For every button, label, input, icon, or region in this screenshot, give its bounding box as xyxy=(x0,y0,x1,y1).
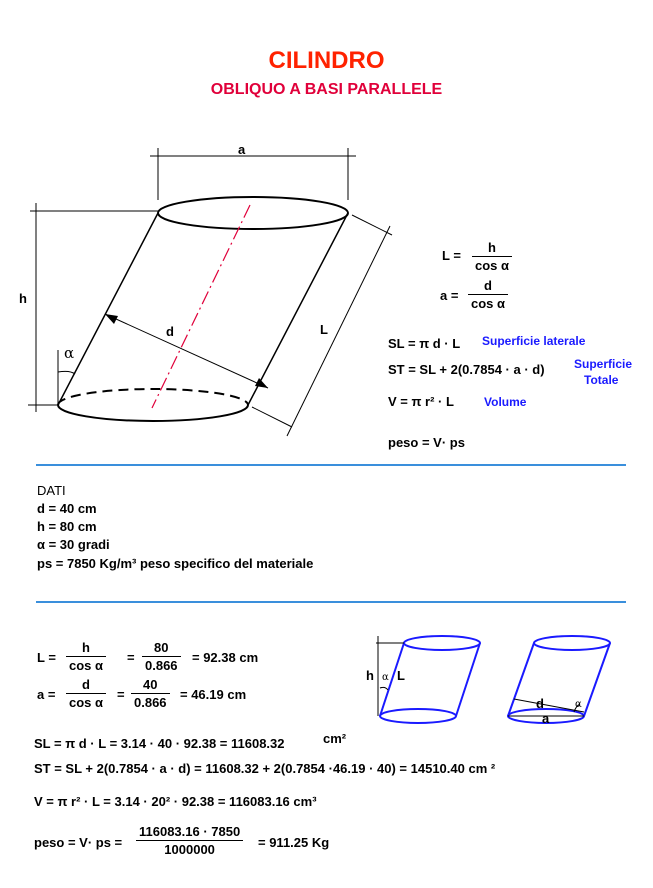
calc-a-fraction-1 xyxy=(66,677,106,710)
calc-a-result: = 46.19 cm xyxy=(180,687,247,702)
formula-L-lhs: L = xyxy=(442,248,461,263)
calc-L-fraction-2 xyxy=(142,640,181,673)
calc-a-fraction-2 xyxy=(131,677,170,710)
calc-a-lhs: a = xyxy=(37,687,56,702)
calc-ST: ST = SL + 2(0.7854 · a · d) = 11608.32 + 2(0.7854 ·46.19 · 40) = 14510.40 cm ² xyxy=(34,761,496,776)
calc-V: V = π r² · L = 3.14 · 20² · 92.38 = 116083.16 cm³ xyxy=(34,794,317,809)
dim-L-label: L xyxy=(320,322,328,337)
calc-L-num1: h xyxy=(66,640,106,657)
calc-L-den2: 0.866 xyxy=(145,658,178,673)
formula-a-fraction xyxy=(468,278,508,311)
calc-a-den2: 0.866 xyxy=(134,695,167,710)
dim-a-label: a xyxy=(238,142,246,157)
dim-h-label: h xyxy=(19,291,27,306)
small-right-d-label: d xyxy=(536,696,544,711)
alpha-label: α xyxy=(64,344,75,362)
small-right-alpha-label: α xyxy=(575,699,582,710)
small-left-bottom-ellipse xyxy=(380,709,456,723)
calc-L-num2: 80 xyxy=(142,640,181,657)
page-subtitle: OBLIQUO A BASI PARALLELE xyxy=(210,81,443,98)
dati-alpha: α = 30 gradi xyxy=(37,537,110,552)
small-left-right-side xyxy=(456,643,480,716)
formula-ST: ST = SL + 2(0.7854 · a · d) xyxy=(388,362,545,377)
left-generatrix xyxy=(58,213,158,405)
small-left-alpha-label: α xyxy=(382,672,389,683)
dim-d-arrow-start xyxy=(105,314,118,324)
dati-ps: ps = 7850 Kg/m³ peso specifico del materiale xyxy=(37,556,314,571)
calc-SL-unit: cm² xyxy=(323,731,347,746)
formula-a-lhs: a = xyxy=(440,288,459,303)
dati-h: h = 80 cm xyxy=(37,519,97,534)
formula-peso: peso = V· ps xyxy=(388,435,465,450)
calc-L-result: = 92.38 cm xyxy=(192,650,259,665)
small-left-top-ellipse xyxy=(404,636,480,650)
small-right-a-label: a xyxy=(542,711,550,726)
calc-peso-lhs: peso = V· ps = xyxy=(34,835,123,850)
calc-peso-den: 1000000 xyxy=(164,842,215,857)
formula-V-desc: Volume xyxy=(484,395,527,409)
calc-a-num2: 40 xyxy=(131,677,170,694)
calc-L-fraction-1 xyxy=(66,640,106,673)
dati-heading: DATI xyxy=(37,483,66,498)
calc-SL: SL = π d · L = 3.14 · 40 · 92.38 = 11608.32 xyxy=(34,736,285,751)
dim-d-label: d xyxy=(166,324,174,339)
calc-a-num1: d xyxy=(66,677,106,694)
formula-SL-desc: Superficie laterale xyxy=(482,334,586,348)
separator-bottom xyxy=(36,601,626,603)
alpha-arc xyxy=(58,371,75,374)
small-left-alpha-arc xyxy=(380,687,388,690)
small-left-h-label: h xyxy=(366,668,374,683)
formula-ST-desc-1: Superficie xyxy=(574,357,633,371)
cylinder-axis xyxy=(152,205,250,408)
small-left-L-label: L xyxy=(397,668,405,683)
formula-a-num: d xyxy=(468,278,508,295)
formula-ST-desc-2: Totale xyxy=(584,373,619,387)
calc-L-eq: = xyxy=(127,650,135,665)
calc-a-den1: cos α xyxy=(69,695,104,710)
bottom-base-back xyxy=(58,389,248,405)
dati-d: d = 40 cm xyxy=(37,501,97,516)
calc-peso-result: = 911.25 Kg xyxy=(258,835,330,850)
dim-L-bottom-ext xyxy=(252,407,292,427)
dim-d-line xyxy=(105,314,268,388)
formula-a-den: cos α xyxy=(471,296,506,311)
formula-L-num: h xyxy=(472,240,512,257)
small-right-top-ellipse xyxy=(534,636,610,650)
small-right-left-side xyxy=(508,643,534,716)
calc-peso-num: 116083.16 · 7850 xyxy=(136,824,243,841)
formula-V: V = π r² · L xyxy=(388,394,454,409)
separator-top xyxy=(36,464,626,466)
page-title: CILINDRO xyxy=(268,47,385,74)
calc-L-den1: cos α xyxy=(69,658,104,673)
small-right-right-side xyxy=(584,643,610,716)
dim-L-line xyxy=(287,226,390,436)
calc-peso-fraction xyxy=(136,824,243,857)
formula-SL: SL = π d · L xyxy=(388,336,461,351)
calc-L-lhs: L = xyxy=(37,650,56,665)
formula-L-den: cos α xyxy=(475,258,510,273)
bottom-base-front xyxy=(58,405,248,421)
calc-a-eq: = xyxy=(117,687,125,702)
right-generatrix xyxy=(248,213,348,405)
dim-L-top-ext xyxy=(352,215,392,235)
formula-L-fraction xyxy=(472,240,512,273)
top-base-ellipse xyxy=(158,197,348,229)
